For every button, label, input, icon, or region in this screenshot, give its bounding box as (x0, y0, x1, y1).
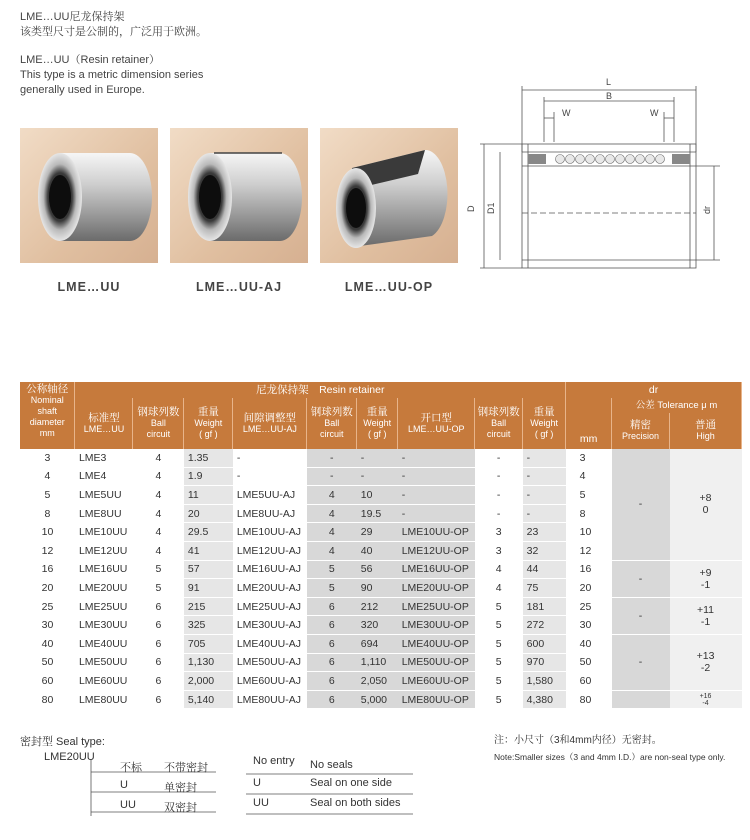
seal-cn-1: 单密封 (164, 782, 197, 794)
cell-w3: 32 (523, 541, 566, 560)
seal-type-section (20, 733, 105, 763)
cell-b3: 4 (475, 579, 523, 598)
desc-en-line-1: This type is a metric dimension series (20, 69, 204, 81)
cell-b3: 5 (475, 672, 523, 691)
cell-w3: - (523, 449, 566, 467)
cell-w2: 29 (357, 523, 398, 542)
header-std: 标准型 LME…UU (75, 398, 133, 449)
header-mm: mm (566, 398, 612, 449)
cell-std: LME5UU (75, 486, 133, 505)
cell-aj: LME5UU-AJ (233, 486, 307, 505)
cell-w2: 320 (357, 616, 398, 635)
cell-mm: 60 (566, 672, 612, 691)
cell-b2: 4 (307, 486, 357, 505)
dim-B: B (606, 91, 613, 101)
cell-w1: 215 (184, 597, 233, 616)
cell-aj: LME40UU-AJ (233, 634, 307, 653)
cell-w1: 57 (184, 560, 233, 579)
cell-w1: 20 (184, 504, 233, 523)
cell-b2: 6 (307, 597, 357, 616)
title-en: LME…UU（Resin retainer） (20, 54, 160, 66)
note-cn: 注：小尺寸（3和4mm内径）无密封。 (494, 735, 662, 746)
cell-mm: 50 (566, 653, 612, 672)
header-resin-retainer: 尼龙保持架 Resin retainer (75, 382, 566, 398)
cell-w1: 2,000 (184, 672, 233, 691)
title-cn: LME…UU尼龙保持架 (20, 11, 125, 23)
tolerance-precision: - (612, 449, 670, 560)
cell-op: LME16UU-OP (398, 560, 475, 579)
cell-b3: 5 (475, 690, 523, 709)
cell-std: LME12UU (75, 541, 133, 560)
tolerance-high: +13 -2 (670, 634, 742, 690)
cell-b2: 5 (307, 579, 357, 598)
cell-w2: - (357, 467, 398, 486)
cell-b1: 4 (133, 467, 184, 486)
cell-w2: 212 (357, 597, 398, 616)
cell-d: 60 (20, 672, 75, 691)
tolerance-precision: - (612, 560, 670, 597)
header-dr: dr (566, 382, 742, 398)
cell-aj: LME50UU-AJ (233, 653, 307, 672)
cell-mm: 40 (566, 634, 612, 653)
cell-w3: 181 (523, 597, 566, 616)
cell-std: LME4 (75, 467, 133, 486)
table-row (20, 560, 742, 579)
header-high: 普通 High (670, 413, 742, 449)
cell-aj: LME20UU-AJ (233, 579, 307, 598)
cell-d: 4 (20, 467, 75, 486)
cell-b2: 6 (307, 653, 357, 672)
seal-cn-0: 不带密封 (164, 762, 208, 774)
header-ball-3: 钢球列数 Ball circuit (475, 398, 523, 449)
cell-w2: 10 (357, 486, 398, 505)
cell-mm: 4 (566, 467, 612, 486)
cell-op: LME20UU-OP (398, 579, 475, 598)
cell-mm: 25 (566, 597, 612, 616)
cell-aj: LME16UU-AJ (233, 560, 307, 579)
cell-b1: 6 (133, 690, 184, 709)
cell-w3: 4,380 (523, 690, 566, 709)
cell-w3: 970 (523, 653, 566, 672)
cell-op: - (398, 449, 475, 467)
header-op: 开口型 LME…UU-OP (398, 398, 475, 449)
cell-mm: 16 (566, 560, 612, 579)
cell-b1: 4 (133, 486, 184, 505)
cell-w3: - (523, 486, 566, 505)
header-tolerance: 公差 Tolerance μ m (612, 398, 742, 413)
cell-op: LME60UU-OP (398, 672, 475, 691)
cell-b2: 6 (307, 616, 357, 635)
cell-w2: 1,110 (357, 653, 398, 672)
cell-mm: 12 (566, 541, 612, 560)
tolerance-precision: - (612, 597, 670, 634)
cell-d: 5 (20, 486, 75, 505)
cell-aj: LME25UU-AJ (233, 597, 307, 616)
cell-w2: 40 (357, 541, 398, 560)
cell-b1: 6 (133, 672, 184, 691)
cell-d: 50 (20, 653, 75, 672)
cell-b3: - (475, 449, 523, 467)
photo-lme-uu-op (320, 128, 458, 263)
cell-b2: 6 (307, 672, 357, 691)
cell-aj: LME80UU-AJ (233, 690, 307, 709)
cell-w1: 1,130 (184, 653, 233, 672)
cell-op: - (398, 467, 475, 486)
cell-w1: 91 (184, 579, 233, 598)
cell-w2: 56 (357, 560, 398, 579)
cell-w3: 600 (523, 634, 566, 653)
seal-title: 密封型 Seal type: (20, 736, 105, 748)
cell-b2: - (307, 467, 357, 486)
header (20, 10, 207, 98)
cell-d: 8 (20, 504, 75, 523)
cell-mm: 10 (566, 523, 612, 542)
caption-lme-uu-op: LME…UU-OP (344, 280, 434, 294)
header-shaft-diameter: 公称轴径 Nominal shaft diameter mm (20, 382, 75, 449)
cell-d: 25 (20, 597, 75, 616)
table-row (20, 449, 742, 467)
dim-L: L (606, 77, 612, 87)
cell-std: LME16UU (75, 560, 133, 579)
header-aj: 间隙调整型 LME…UU-AJ (233, 398, 307, 449)
cell-b1: 6 (133, 634, 184, 653)
cell-op: LME10UU-OP (398, 523, 475, 542)
seal-en-0: No seals (310, 759, 353, 771)
cell-w3: 272 (523, 616, 566, 635)
photo-lme-uu (20, 128, 158, 263)
cell-b1: 6 (133, 616, 184, 635)
dim-D1: D1 (486, 202, 496, 214)
tolerance-high: +11 -1 (670, 597, 742, 634)
note-en: Note:Smaller sizes（3 and 4mm I.D.）are non-seal type only. (494, 752, 726, 762)
cell-b1: 5 (133, 579, 184, 598)
cell-w2: 694 (357, 634, 398, 653)
cell-w1: 1.35 (184, 449, 233, 467)
cell-d: 40 (20, 634, 75, 653)
cell-b3: 3 (475, 523, 523, 542)
cell-d: 10 (20, 523, 75, 542)
bearing-cross-section-diagram (462, 72, 727, 282)
cell-w1: 11 (184, 486, 233, 505)
dim-W-left: W (562, 108, 571, 118)
header-precision: 精密 Precision (612, 413, 670, 449)
cell-aj: LME10UU-AJ (233, 523, 307, 542)
cell-mm: 20 (566, 579, 612, 598)
cell-w1: 29.5 (184, 523, 233, 542)
dim-W-right: W (650, 108, 659, 118)
dim-dr: dr (702, 205, 712, 214)
cell-b3: 5 (475, 634, 523, 653)
cell-d: 80 (20, 690, 75, 709)
cell-d: 3 (20, 449, 75, 467)
seal-example: LME20UU (44, 751, 95, 763)
cell-op: LME40UU-OP (398, 634, 475, 653)
cell-std: LME20UU (75, 579, 133, 598)
cell-mm: 3 (566, 449, 612, 467)
cell-w2: 2,050 (357, 672, 398, 691)
table-row (20, 690, 742, 709)
cell-w3: - (523, 467, 566, 486)
caption-lme-uu: LME…UU (57, 280, 121, 294)
header-weight-1: 重量 Weight ( gf ) (184, 398, 233, 449)
seal-en-code-0: No entry (253, 755, 295, 767)
cell-op: - (398, 504, 475, 523)
note (494, 733, 725, 765)
cell-b1: 4 (133, 523, 184, 542)
cell-w1: 5,140 (184, 690, 233, 709)
caption-lme-uu-aj: LME…UU-AJ (195, 280, 283, 294)
cell-op: LME30UU-OP (398, 616, 475, 635)
spec-table (20, 382, 742, 709)
cell-b2: - (307, 449, 357, 467)
cell-w1: 41 (184, 541, 233, 560)
cell-op: LME25UU-OP (398, 597, 475, 616)
cell-w3: 23 (523, 523, 566, 542)
cell-b3: 4 (475, 560, 523, 579)
header-weight-3: 重量 Weight ( gf ) (523, 398, 566, 449)
cell-std: LME3 (75, 449, 133, 467)
tolerance-high: +16 -4 (670, 690, 742, 709)
cell-aj: LME12UU-AJ (233, 541, 307, 560)
cell-b3: 3 (475, 541, 523, 560)
seal-en-code-1: U (253, 777, 261, 789)
cell-w2: 5,000 (357, 690, 398, 709)
cell-w3: 1,580 (523, 672, 566, 691)
seal-code-0: 不标 (120, 762, 142, 774)
dim-D: D (466, 205, 476, 212)
cell-w2: 19.5 (357, 504, 398, 523)
cell-std: LME30UU (75, 616, 133, 635)
cell-b1: 6 (133, 653, 184, 672)
cell-b2: 6 (307, 690, 357, 709)
seal-code-2: UU (120, 799, 136, 811)
cell-mm: 80 (566, 690, 612, 709)
tolerance-precision (612, 690, 670, 709)
cell-op: LME12UU-OP (398, 541, 475, 560)
cell-std: LME50UU (75, 653, 133, 672)
cell-w1: 1.9 (184, 467, 233, 486)
cell-aj: LME60UU-AJ (233, 672, 307, 691)
cell-b2: 4 (307, 504, 357, 523)
cell-op: - (398, 486, 475, 505)
cell-b3: 5 (475, 597, 523, 616)
cell-b3: - (475, 504, 523, 523)
desc-en-line-2: generally used in Europe. (20, 84, 145, 96)
cell-aj: - (233, 467, 307, 486)
cell-b3: - (475, 486, 523, 505)
cell-w1: 705 (184, 634, 233, 653)
cell-aj: - (233, 449, 307, 467)
cell-mm: 5 (566, 486, 612, 505)
cell-d: 12 (20, 541, 75, 560)
cell-b1: 4 (133, 449, 184, 467)
cell-std: LME40UU (75, 634, 133, 653)
cell-w1: 325 (184, 616, 233, 635)
table-row (20, 634, 742, 653)
cell-d: 16 (20, 560, 75, 579)
cell-std: LME8UU (75, 504, 133, 523)
cell-b3: 5 (475, 653, 523, 672)
cell-op: LME80UU-OP (398, 690, 475, 709)
cell-b2: 4 (307, 541, 357, 560)
cell-w3: - (523, 504, 566, 523)
cell-b1: 4 (133, 504, 184, 523)
seal-en-1: Seal on one side (310, 777, 392, 789)
cell-std: LME60UU (75, 672, 133, 691)
cell-op: LME50UU-OP (398, 653, 475, 672)
seal-code-1: U (120, 779, 128, 791)
cell-b1: 5 (133, 560, 184, 579)
tolerance-precision: - (612, 634, 670, 690)
cell-w2: - (357, 449, 398, 467)
seal-en-code-2: UU (253, 797, 269, 809)
photo-lme-uu-aj (170, 128, 308, 263)
cell-b1: 4 (133, 541, 184, 560)
cell-d: 20 (20, 579, 75, 598)
cell-std: LME80UU (75, 690, 133, 709)
cell-w3: 75 (523, 579, 566, 598)
header-ball-2: 钢球列数 Ball circuit (307, 398, 357, 449)
cell-w2: 90 (357, 579, 398, 598)
tolerance-high: +8 0 (670, 449, 742, 560)
tolerance-high: +9 -1 (670, 560, 742, 597)
cell-aj: LME8UU-AJ (233, 504, 307, 523)
header-weight-2: 重量 Weight ( gf ) (357, 398, 398, 449)
cell-std: LME25UU (75, 597, 133, 616)
cell-b3: 5 (475, 616, 523, 635)
cell-mm: 8 (566, 504, 612, 523)
header-ball-1: 钢球列数 Ball circuit (133, 398, 184, 449)
cell-std: LME10UU (75, 523, 133, 542)
cell-b3: - (475, 467, 523, 486)
cell-b1: 6 (133, 597, 184, 616)
cell-aj: LME30UU-AJ (233, 616, 307, 635)
cell-b2: 6 (307, 634, 357, 653)
cell-b2: 5 (307, 560, 357, 579)
cell-mm: 30 (566, 616, 612, 635)
cell-d: 30 (20, 616, 75, 635)
cell-w3: 44 (523, 560, 566, 579)
cell-b2: 4 (307, 523, 357, 542)
table-row (20, 597, 742, 616)
seal-en-2: Seal on both sides (310, 797, 401, 809)
desc-cn: 该类型尺寸是公制的，广泛用于欧洲。 (20, 26, 207, 38)
seal-cn-2: 双密封 (164, 802, 197, 814)
